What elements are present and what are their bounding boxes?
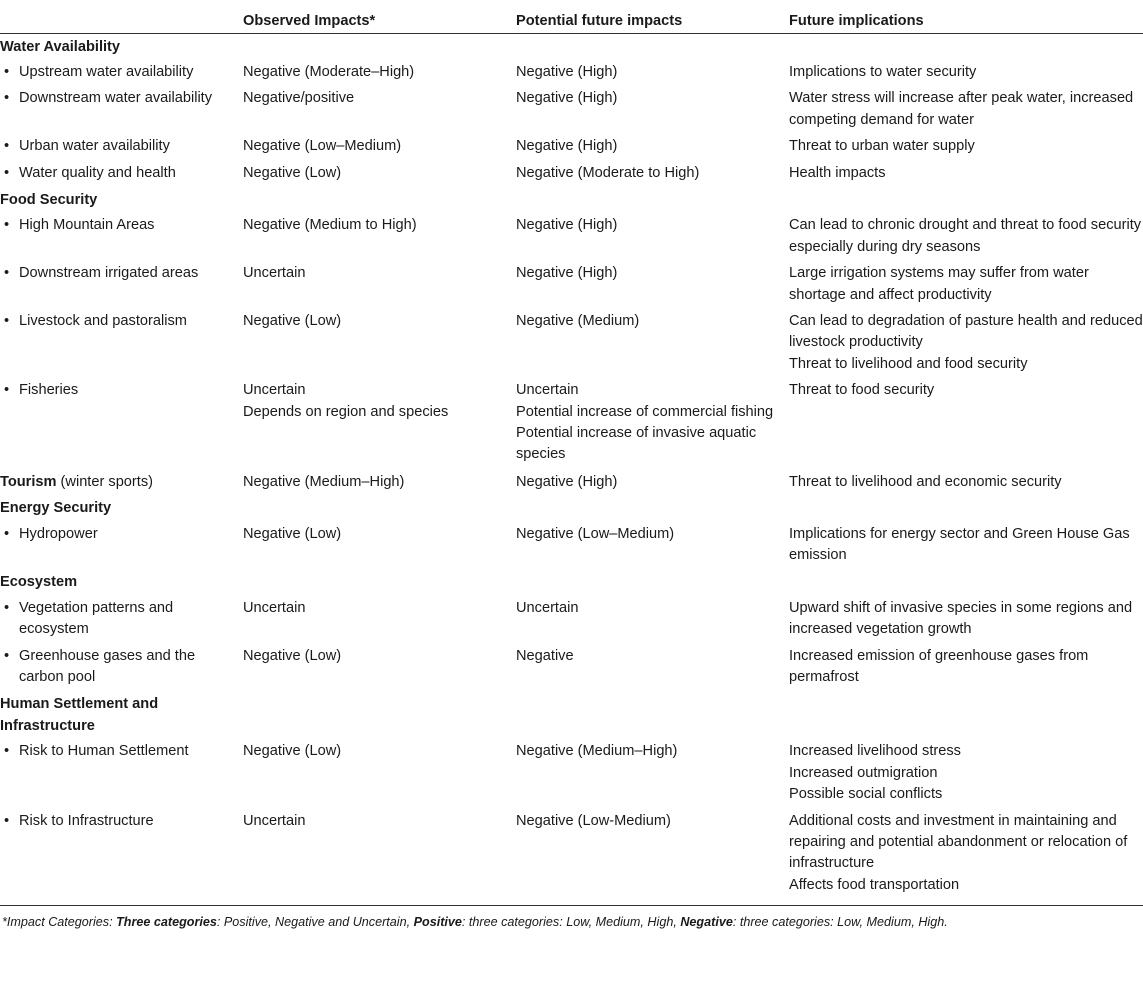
footnote-text: : Positive, Negative and Uncertain, bbox=[216, 915, 414, 930]
potential-cell bbox=[516, 309, 789, 378]
bullet-line bbox=[4, 215, 243, 236]
potential-cell bbox=[516, 261, 789, 309]
implications-cell bbox=[789, 187, 1143, 213]
item-label: Vegetation patterns and ecosystem bbox=[19, 599, 174, 638]
section-row bbox=[0, 33, 1143, 60]
table-row bbox=[0, 739, 1143, 808]
item-cell bbox=[0, 86, 243, 134]
implications-cell bbox=[789, 522, 1143, 570]
observed-cell bbox=[243, 60, 516, 86]
implications-cell bbox=[789, 596, 1143, 644]
potential-line: Negative (High) bbox=[516, 63, 618, 80]
bullet-glyph: • bbox=[4, 647, 10, 664]
table-row bbox=[0, 161, 1143, 187]
item-label: Risk to Infrastructure bbox=[19, 812, 154, 829]
table-row bbox=[0, 261, 1143, 309]
observed-cell bbox=[243, 161, 516, 187]
bullet-glyph: • bbox=[4, 382, 10, 399]
potential-cell bbox=[516, 691, 789, 739]
section-row bbox=[0, 691, 1143, 739]
observed-line: Negative (Low) bbox=[243, 164, 342, 181]
potential-cell bbox=[516, 809, 789, 906]
bullet-glyph: • bbox=[4, 265, 10, 282]
potential-cell bbox=[516, 569, 789, 595]
footnote-text: : three categories: Low, Medium, High, bbox=[461, 915, 681, 930]
item-cell bbox=[0, 161, 243, 187]
observed-line: Negative (Low) bbox=[243, 312, 342, 329]
table-row bbox=[0, 522, 1143, 570]
observed-cell bbox=[243, 33, 516, 60]
item-cell bbox=[0, 309, 243, 378]
bullet-line bbox=[4, 598, 243, 641]
potential-cell bbox=[516, 161, 789, 187]
bullet-line bbox=[4, 524, 243, 545]
potential-cell bbox=[516, 134, 789, 160]
potential-cell bbox=[516, 187, 789, 213]
bullet-glyph: • bbox=[4, 743, 10, 760]
observed-line: Negative (Medium to High) bbox=[243, 217, 417, 234]
bullet-line bbox=[4, 811, 243, 832]
item-cell bbox=[0, 213, 243, 261]
observed-cell bbox=[243, 309, 516, 378]
implications-line: Can lead to chronic drought and threat to food security especially during dry seasons bbox=[789, 217, 1142, 255]
table-row bbox=[0, 134, 1143, 160]
implications-cell bbox=[789, 739, 1143, 808]
section-title: Human Settlement and Infrastructure bbox=[0, 696, 159, 734]
section-title-cell bbox=[0, 691, 243, 739]
implications-line: Threat to livelihood and food security bbox=[789, 355, 1028, 372]
observed-cell bbox=[243, 187, 516, 213]
bullet-line bbox=[4, 311, 243, 332]
implications-line: Health impacts bbox=[789, 164, 886, 181]
bullet-line bbox=[4, 380, 243, 401]
observed-line: Negative (Low) bbox=[243, 743, 342, 760]
observed-cell bbox=[243, 596, 516, 644]
bullet-glyph: • bbox=[4, 599, 10, 616]
bullet-line bbox=[4, 88, 243, 109]
observed-cell bbox=[243, 522, 516, 570]
item-cell bbox=[0, 378, 243, 469]
footnote-text: *Impact Categories: bbox=[2, 915, 117, 930]
implications-cell bbox=[789, 86, 1143, 134]
potential-cell bbox=[516, 596, 789, 644]
bullet-line bbox=[4, 741, 243, 762]
table-row bbox=[0, 596, 1143, 644]
potential-line: Negative (Medium) bbox=[516, 312, 640, 329]
potential-line: Negative (Medium–High) bbox=[516, 743, 678, 760]
footnote-text: : three categories: Low, Medium, High. bbox=[732, 915, 948, 930]
item-cell bbox=[0, 739, 243, 808]
implications-line: Threat to food security bbox=[789, 382, 935, 399]
bullet-glyph: • bbox=[4, 312, 10, 329]
observed-line: Uncertain bbox=[243, 265, 306, 282]
section-title: Ecosystem bbox=[0, 574, 78, 591]
item-label: Risk to Human Settlement bbox=[19, 743, 189, 760]
observed-cell bbox=[243, 213, 516, 261]
observed-line: Uncertain bbox=[243, 382, 306, 399]
implications-cell bbox=[789, 469, 1143, 495]
table-row bbox=[0, 86, 1143, 134]
item-cell bbox=[0, 134, 243, 160]
potential-line: Negative bbox=[516, 647, 574, 664]
section-title-cell bbox=[0, 569, 243, 595]
table-row bbox=[0, 60, 1143, 86]
potential-line: Uncertain bbox=[516, 382, 579, 399]
table-row bbox=[0, 378, 1143, 469]
observed-line: Uncertain bbox=[243, 812, 306, 829]
bullet-line bbox=[4, 62, 243, 83]
bullet-glyph: • bbox=[4, 138, 10, 155]
header-row bbox=[0, 0, 1143, 33]
potential-line: Negative (High) bbox=[516, 217, 618, 234]
potential-cell bbox=[516, 495, 789, 521]
potential-line: Negative (High) bbox=[516, 138, 618, 155]
observed-cell bbox=[243, 739, 516, 808]
item-label: High Mountain Areas bbox=[19, 217, 155, 234]
implications-line: Upward shift of invasive species in some regions and increased vegetation growth bbox=[789, 599, 1133, 638]
table-row bbox=[0, 213, 1143, 261]
potential-cell bbox=[516, 644, 789, 692]
implications-line: Increased emission of greenhouse gases from permafrost bbox=[789, 647, 1089, 686]
observed-cell bbox=[243, 569, 516, 595]
item-label: Greenhouse gases and the carbon pool bbox=[19, 647, 196, 686]
observed-line: Uncertain bbox=[243, 599, 306, 616]
bullet-glyph: • bbox=[4, 164, 10, 181]
item-cell bbox=[0, 644, 243, 692]
implications-line: Increased livelihood stress bbox=[789, 743, 961, 760]
implications-line: Threat to livelihood and economic security bbox=[789, 473, 1062, 490]
observed-cell bbox=[243, 378, 516, 469]
footnote-bold: Three categories bbox=[116, 915, 217, 930]
implications-line: Large irrigation systems may suffer from water shortage and affect productivity bbox=[789, 265, 1089, 303]
potential-line: Negative (Low–Medium) bbox=[516, 525, 675, 542]
potential-line: Potential increase of invasive aquatic species bbox=[516, 425, 757, 463]
implications-cell bbox=[789, 213, 1143, 261]
implications-cell bbox=[789, 161, 1143, 187]
observed-line: Negative (Medium–High) bbox=[243, 473, 405, 490]
implications-line: Increased outmigration bbox=[789, 764, 938, 781]
observed-line: Negative/positive bbox=[243, 90, 355, 107]
item-label: Livestock and pastoralism bbox=[19, 312, 187, 329]
observed-line: Negative (Low) bbox=[243, 525, 342, 542]
observed-cell bbox=[243, 691, 516, 739]
item-label: Fisheries bbox=[19, 382, 79, 399]
bullet-glyph: • bbox=[4, 812, 10, 829]
table-body bbox=[0, 33, 1143, 906]
bullet-line bbox=[4, 646, 243, 689]
implications-line: Can lead to degradation of pasture health and reduced livestock productivity bbox=[789, 312, 1143, 351]
potential-line: Uncertain bbox=[516, 599, 579, 616]
footnote-bold: Negative bbox=[680, 915, 733, 930]
potential-line: Potential increase of commercial fishing bbox=[516, 403, 774, 420]
header-category bbox=[0, 0, 243, 33]
section-title-cell bbox=[0, 495, 243, 521]
item-label: Hydropower bbox=[19, 525, 98, 542]
item-label: Downstream water availability bbox=[19, 90, 213, 107]
bullet-glyph: • bbox=[4, 525, 10, 542]
observed-line: Negative (Low–Medium) bbox=[243, 138, 402, 155]
implications-cell bbox=[789, 33, 1143, 60]
item-cell bbox=[0, 596, 243, 644]
item-cell bbox=[0, 522, 243, 570]
observed-cell bbox=[243, 809, 516, 906]
observed-cell bbox=[243, 261, 516, 309]
implications-line: Threat to urban water supply bbox=[789, 138, 975, 155]
footnote-bold: Positive bbox=[413, 915, 462, 930]
potential-cell bbox=[516, 33, 789, 60]
potential-cell bbox=[516, 469, 789, 495]
potential-line: Negative (High) bbox=[516, 265, 618, 282]
implications-line: Additional costs and investment in maintaining and repairing and potential abandonment or relocation of infrastructure bbox=[789, 812, 1128, 872]
observed-cell bbox=[243, 495, 516, 521]
section-title: Energy Security bbox=[0, 500, 112, 517]
item-label: Water quality and health bbox=[19, 164, 176, 181]
section-title: Water Availability bbox=[0, 38, 121, 55]
implications-cell bbox=[789, 809, 1143, 906]
implications-cell bbox=[789, 569, 1143, 595]
potential-line: Negative (Low-Medium) bbox=[516, 812, 671, 829]
implications-cell bbox=[789, 134, 1143, 160]
item-cell bbox=[0, 261, 243, 309]
header-future-implications: Future implications bbox=[789, 0, 1143, 33]
potential-cell bbox=[516, 60, 789, 86]
bullet-line bbox=[4, 163, 243, 184]
implications-line: Water stress will increase after peak water, increased competing demand for water bbox=[789, 90, 1134, 128]
observed-cell bbox=[243, 86, 516, 134]
implications-cell bbox=[789, 644, 1143, 692]
observed-line: Negative (Moderate–High) bbox=[243, 63, 415, 80]
observed-cell bbox=[243, 134, 516, 160]
section-row bbox=[0, 187, 1143, 213]
observed-cell bbox=[243, 644, 516, 692]
bullet-glyph: • bbox=[4, 217, 10, 234]
header-observed-impacts: Observed Impacts* bbox=[243, 0, 516, 33]
table-row bbox=[0, 644, 1143, 692]
implications-cell bbox=[789, 691, 1143, 739]
implications-line: Implications to water security bbox=[789, 63, 977, 80]
footnote bbox=[0, 906, 1143, 931]
implications-cell bbox=[789, 378, 1143, 469]
bullet-line bbox=[4, 263, 243, 284]
observed-line: Depends on region and species bbox=[243, 403, 449, 420]
section-title-cell bbox=[0, 33, 243, 60]
item-label: Urban water availability bbox=[19, 138, 170, 155]
bullet-line bbox=[4, 136, 243, 157]
item-cell bbox=[0, 60, 243, 86]
implications-line: Implications for energy sector and Green House Gas emission bbox=[789, 525, 1130, 564]
potential-cell bbox=[516, 213, 789, 261]
section-title-cell bbox=[0, 187, 243, 213]
implications-cell bbox=[789, 261, 1143, 309]
section-row bbox=[0, 469, 1143, 495]
implications-cell bbox=[789, 309, 1143, 378]
item-label: Downstream irrigated areas bbox=[19, 265, 199, 282]
observed-line: Negative (Low) bbox=[243, 647, 342, 664]
potential-cell bbox=[516, 522, 789, 570]
section-row bbox=[0, 495, 1143, 521]
section-title-suffix: (winter sports) bbox=[56, 473, 153, 490]
item-cell bbox=[0, 809, 243, 906]
bullet-glyph: • bbox=[4, 63, 10, 80]
bullet-glyph: • bbox=[4, 90, 10, 107]
potential-cell bbox=[516, 86, 789, 134]
section-title: Food Security bbox=[0, 191, 98, 208]
table-row bbox=[0, 809, 1143, 906]
section-row bbox=[0, 569, 1143, 595]
implications-line: Affects food transportation bbox=[789, 876, 960, 893]
potential-line: Negative (High) bbox=[516, 473, 618, 490]
potential-cell bbox=[516, 739, 789, 808]
section-title-cell bbox=[0, 469, 243, 495]
potential-line: Negative (Moderate to High) bbox=[516, 164, 700, 181]
observed-cell bbox=[243, 469, 516, 495]
item-label: Upstream water availability bbox=[19, 63, 194, 80]
implications-line: Possible social conflicts bbox=[789, 786, 943, 803]
potential-cell bbox=[516, 378, 789, 469]
implications-cell bbox=[789, 495, 1143, 521]
section-title: Tourism bbox=[0, 473, 57, 490]
header-potential-future-impacts: Potential future impacts bbox=[516, 0, 789, 33]
potential-line: Negative (High) bbox=[516, 90, 618, 107]
table-row bbox=[0, 309, 1143, 378]
implications-cell bbox=[789, 60, 1143, 86]
